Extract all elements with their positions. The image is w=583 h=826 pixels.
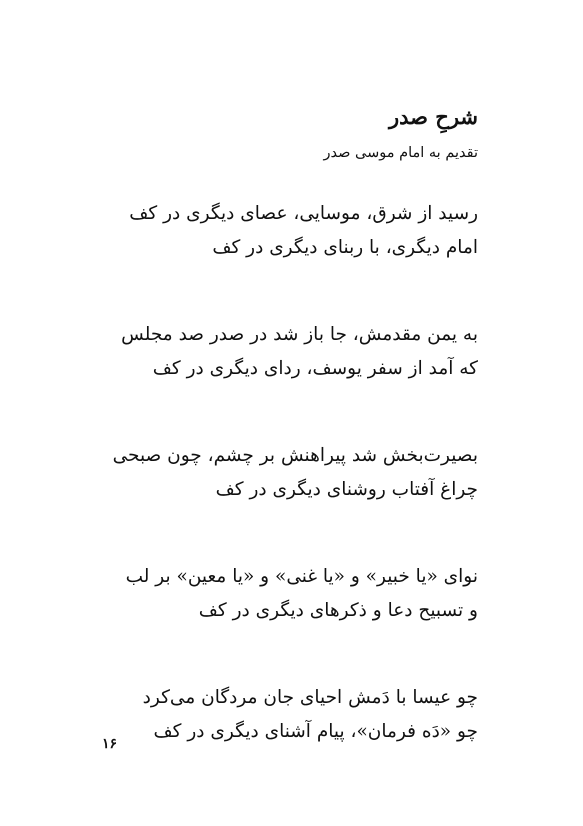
poem-dedication: تقدیم به امام موسی صدر (323, 145, 478, 161)
stanza (113, 560, 478, 628)
verse-line: چو عیسا با دَمش احیای جان مردگان می‌کرد (142, 687, 478, 708)
stanza (113, 318, 478, 386)
verse-line: چو «دَه فرمان»، پیام آشنای دیگری در کف (153, 721, 478, 742)
verse-line: و تسبیح دعا و ذکرهای دیگری در کف (198, 600, 478, 621)
verse-line: به یمن مقدمش، جا باز شد در صدر صد مجلس (121, 324, 478, 345)
poem-body (113, 197, 478, 802)
verse-line: که آمد از سفر یوسف، ردای دیگری در کف (152, 358, 478, 379)
stanza (113, 439, 478, 507)
verse-line: چراغ آفتاب روشنای دیگری در کف (215, 479, 478, 500)
stanza (113, 197, 478, 265)
poem-title: شرحِ صدر (388, 104, 478, 129)
stanza (113, 681, 478, 749)
verse-line: بصیرت‌بخش شد پیراهنش بر چشم، چون صبحی (112, 445, 478, 466)
verse-line: رسید از شرق، موسایی، عصای دیگری در کف (129, 203, 478, 224)
verse-line: امام دیگری، با ربنای دیگری در کف (212, 237, 478, 258)
verse-line: نوای «یا خبیر» و «یا غنی» و «یا معین» بر لب (125, 566, 478, 587)
page-number: ۱۶ (102, 736, 118, 752)
